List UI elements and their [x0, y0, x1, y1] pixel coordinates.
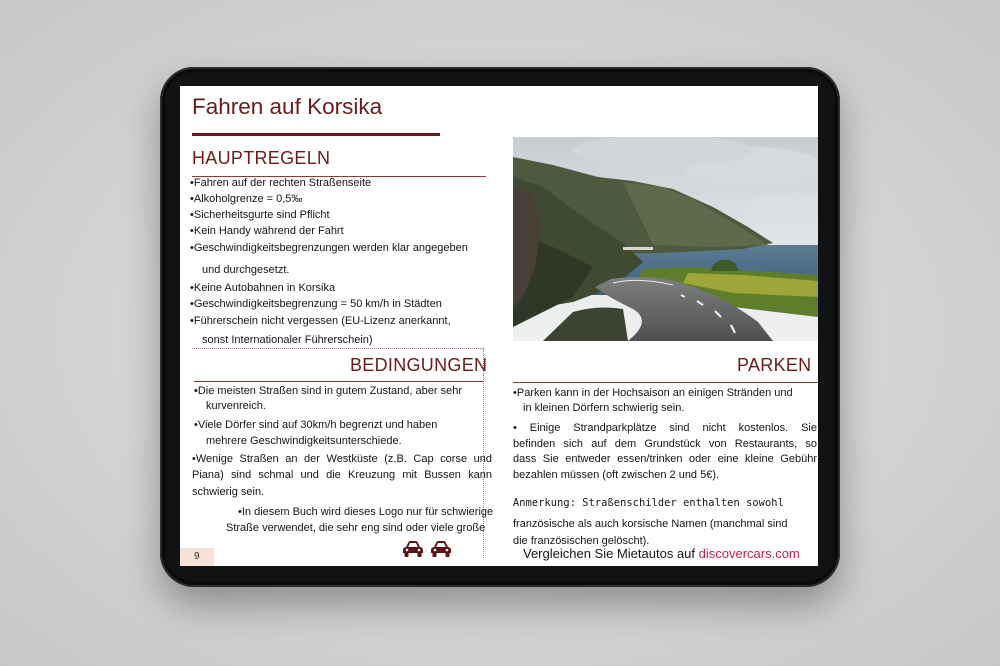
bedingungen-rule [194, 381, 484, 382]
hauptregeln-line: •Keine Autobahnen in Korsika [190, 282, 336, 294]
parken-rule [513, 382, 818, 383]
bedingungen-line: Piana) sind schmal und die Kreuzung mit Bussen kann [192, 468, 492, 481]
parken-note-line: Anmerkung: Straßenschilder enthalten sowohl [513, 497, 784, 509]
parken-note-line: die französischen gelöscht). [513, 535, 650, 547]
parken-line: dass Sie entweder essen/trinken oder eine kleine Gebühr [513, 453, 817, 466]
car-icon [402, 540, 424, 558]
hauptregeln-line: und durchgesetzt. [202, 264, 290, 276]
bedingungen-heading: BEDINGUNGEN [350, 355, 488, 375]
discovercars-link[interactable]: discovercars.com [698, 546, 800, 561]
bedingungen-line: •In diesem Buch wird dieses Logo nur für schwierige [238, 506, 494, 518]
hauptregeln-line: sonst Internationaler Führerschein) [202, 334, 373, 346]
title-underline [192, 133, 440, 136]
bedingungen-line: •Wenige Straßen an der Westküste (z.B. Cap corse und [192, 453, 492, 465]
bedingungen-frame-top [192, 348, 483, 349]
bedingungen-line: •Viele Dörfer sind auf 30km/h begrenzt und haben [194, 419, 438, 431]
bedingungen-line: kurvenreich. [206, 400, 266, 412]
coastal-road-photo [513, 137, 818, 341]
page-number: 9 [194, 551, 200, 562]
footer-text [523, 546, 800, 561]
parken-line: in kleinen Dörfern schwierig sein. [523, 402, 685, 414]
footer-prefix: Vergleichen Sie Mietautos auf [523, 546, 699, 561]
hauptregeln-line: •Führerschein nicht vergessen (EU-Lizenz anerkannt, [190, 315, 451, 327]
bedingungen-line: schwierig sein. [192, 486, 265, 498]
hauptregeln-line: •Kein Handy während der Fahrt [190, 225, 344, 237]
bedingungen-paragraph [192, 452, 492, 483]
parken-paragraph [513, 421, 817, 484]
parken-line: •Parken kann in der Hochsaison an einigen Stränden und [513, 387, 793, 399]
hauptregeln-line: •Fahren auf der rechten Straßenseite [190, 177, 372, 189]
parken-heading: PARKEN [737, 355, 812, 375]
bedingungen-line: •Die meisten Straßen sind in gutem Zustand, aber sehr [194, 385, 462, 397]
hauptregeln-line: •Geschwindigkeitsbegrenzungen werden klar angegeben [190, 242, 468, 254]
parken-line: • Einige Strandparkplätze sind nicht kostenlos. Sie [513, 422, 817, 434]
parken-note-line: französische als auch korsische Namen (manchmal sind [513, 518, 788, 530]
car-icon [430, 540, 452, 558]
hauptregeln-heading: HAUPTREGELN [192, 148, 331, 168]
parken-line: bezahlen müssen (oft zwischen 2 und 5€). [513, 469, 720, 482]
hauptregeln-line: •Sicherheitsgurte sind Pflicht [190, 209, 330, 221]
document-page [180, 86, 818, 566]
hauptregeln-line: •Geschwindigkeitsbegrenzung = 50 km/h in Städten [190, 298, 442, 310]
page-title: Fahren auf Korsika [192, 94, 383, 119]
bedingungen-line: mehrere Geschwindigkeitsunterschiede. [206, 435, 402, 447]
bedingungen-line: Straße verwendet, die sehr eng sind oder viele große [226, 522, 486, 534]
hauptregeln-line: •Alkoholgrenze = 0,5‰ [190, 193, 303, 205]
parken-line: befinden sich auf dem Grundstück von Restaurants, so [513, 437, 817, 450]
